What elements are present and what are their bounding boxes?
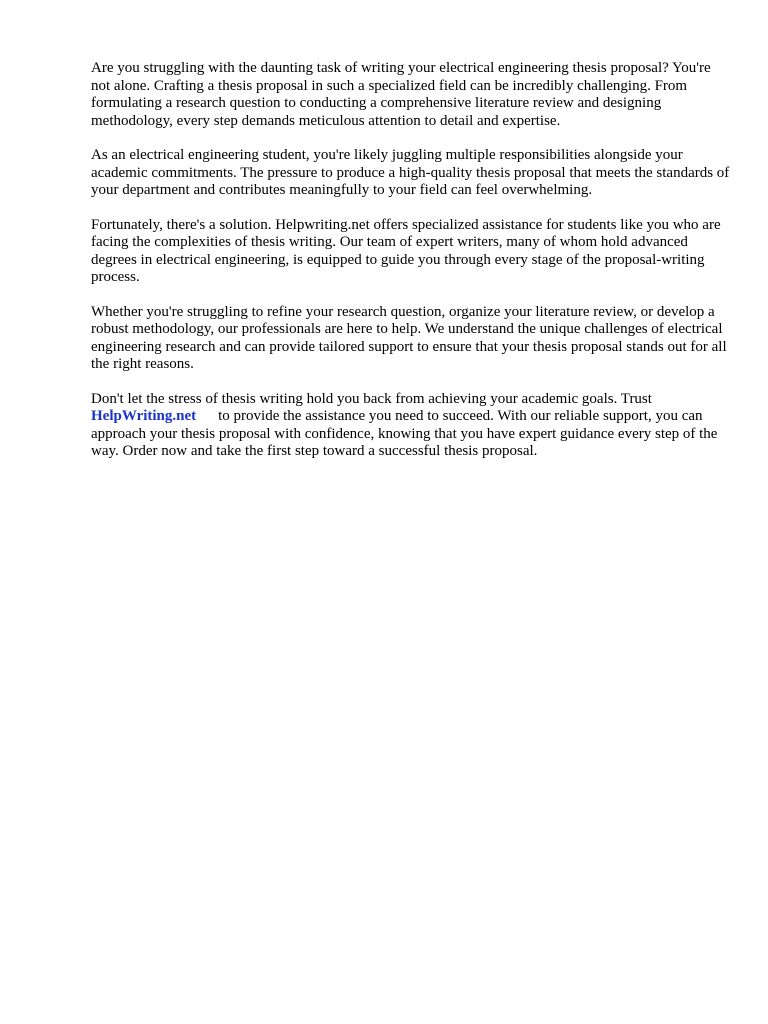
paragraph-intro: Are you struggling with the daunting task of writing your electrical engineering thesis proposal? You're not alone. Crafting a thesis proposal in such a specialized field can be incredibly challenging. From formulating a research question to conducting a comprehensive literature review and designing methodology, every step demands meticulous attention to detail and expertise. bbox=[91, 60, 711, 129]
closing-text-before-link: Don't let the stress of thesis writing hold you back from achieving your academic goals. Trust bbox=[91, 390, 652, 407]
document-body bbox=[91, 60, 731, 478]
paragraph-support: Whether you're struggling to refine your research question, organize your literature review, or develop a robust methodology, our professionals are here to help. We understand the unique challenges of electrical engineering research and can provide tailored support to ensure that your thesis proposal stands out for all the right reasons. bbox=[91, 303, 727, 372]
paragraph-responsibilities: As an electrical engineering student, you're likely juggling multiple responsibilities alongside your academic commitments. The pressure to produce a high-quality thesis proposal that meets the standards of your department and contributes meaningfully to your field can feel overwhelming. bbox=[91, 147, 730, 198]
closing-text-after-link: to provide the assistance you need to succeed. With our reliable support, you can approach your thesis proposal with confidence, knowing that you have expert guidance every step of the way. Order now and take the first step toward a successful thesis proposal. bbox=[91, 408, 718, 459]
paragraph-solution: Fortunately, there's a solution. Helpwriting.net offers specialized assistance for students like you who are facing the complexities of thesis writing. Our team of expert writers, many of whom hold advanced degrees in electrical engineering, is equipped to guide you through every stage of the proposal-writing process. bbox=[91, 216, 721, 285]
paragraph-closing bbox=[91, 391, 731, 461]
helpwriting-link[interactable]: HelpWriting.net bbox=[91, 408, 197, 424]
